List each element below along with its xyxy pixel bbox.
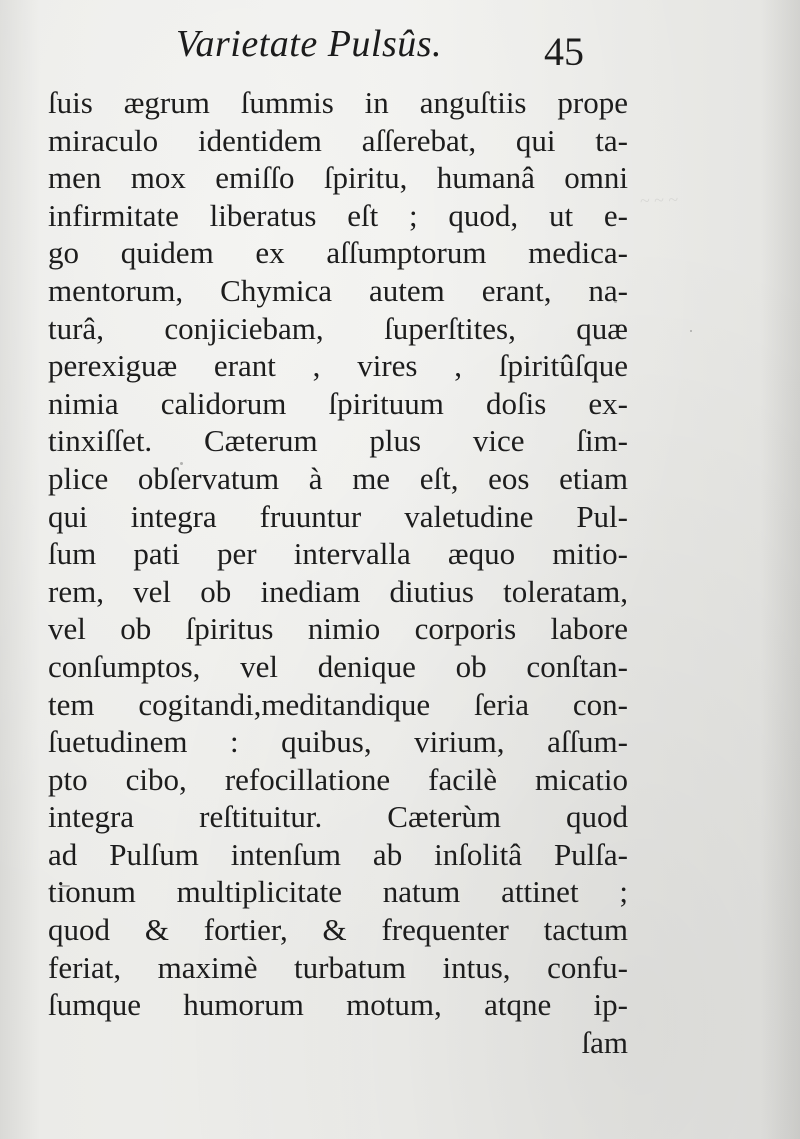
text-line: miraculo identidem aſſerebat, qui ta-	[48, 122, 628, 158]
text-line: plice obſervatum à me eſt, eos etiam	[48, 460, 628, 496]
ink-speck	[690, 330, 692, 332]
text-line: integra reſtituitur. Cæterùm quod	[48, 799, 628, 835]
text-line: men mox emiſſo ſpiritu, humanâ omni	[48, 160, 628, 196]
show-through-ink: ~ ~ ~	[639, 189, 679, 211]
text-line: ſuis ægrum ſummis in anguſtiis prope	[48, 85, 628, 120]
running-title: Varietate Pulsûs.	[176, 23, 443, 65]
ink-speck	[66, 362, 69, 365]
text-line: infirmitate liberatus eſt ; quod, ut e-	[48, 197, 628, 233]
text-line: quod & fortier, & frequenter tactum	[48, 912, 628, 948]
text-line: ſum pati per intervalla æquo mitio-	[48, 536, 628, 572]
text-line: tinxiſſet. Cæterum plus vice ſim-	[48, 423, 628, 459]
text-line: rem, vel ob inediam diutius toleratam,	[48, 573, 628, 609]
ink-speck	[614, 300, 617, 303]
text-line: qui integra fruuntur valetudine Pul-	[48, 498, 628, 534]
text-line: ſuetudinem : quibus, virium, aſſum-	[48, 724, 628, 760]
text-line: conſumptos, vel denique ob conſtan-	[48, 648, 628, 684]
text-line: ad Pulſum intenſum ab inſolitâ Pulſa-	[48, 836, 628, 872]
text-line: ſam	[581, 1024, 628, 1060]
text-line: perexiguæ erant , vires , ſpiritûſque	[48, 348, 628, 384]
text-line: feriat, maximè turbatum intus, confu-	[48, 949, 628, 985]
page-number: 45	[544, 29, 584, 74]
text-line: tem cogitandi,meditandique ſeria con-	[48, 686, 628, 722]
text-line: nimia calidorum ſpirituum doſis ex-	[48, 385, 628, 421]
text-line: tionum multiplicitate natum attinet ;	[48, 874, 628, 910]
text-line: vel ob ſpiritus nimio corporis labore	[48, 611, 628, 647]
text-line: ſumque humorum motum, atqne ip-	[48, 987, 628, 1023]
body-text	[48, 84, 628, 1061]
ink-speck	[60, 885, 70, 887]
page-header	[0, 22, 800, 82]
ink-speck	[180, 462, 183, 465]
text-line: turâ, conjiciebam, ſuperſtites, quæ	[48, 310, 628, 346]
text-line: mentorum, Chymica autem erant, na-	[48, 272, 628, 308]
text-line: go quidem ex aſſumptorum medica-	[48, 235, 628, 271]
text-line: pto cibo, refocillatione facilè micatio	[48, 761, 628, 797]
